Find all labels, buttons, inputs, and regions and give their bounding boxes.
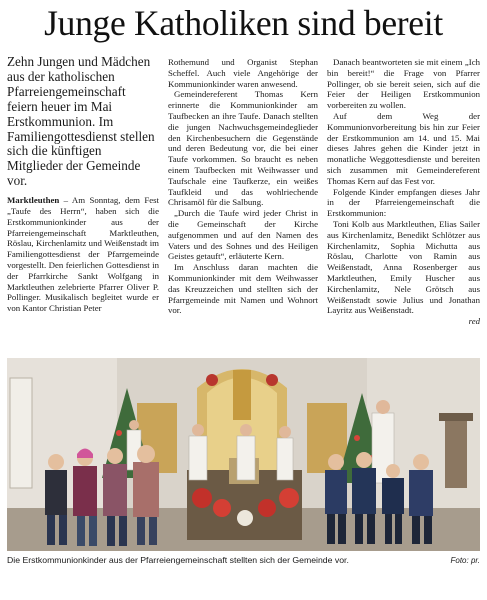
body-paragraph: Rothemund und Organist Stephan Scheffel. Auch viele Angehörige der Kommunionkinder waren anwesend. <box>168 57 318 89</box>
body-text: – Am Sonntag, dem Fest „Taufe des Herrn“, haben sich die Erstkommunionkinder aus der Pfarreiengemeinschaft Marktleuthen, Röslau, Kirchenlamitz und Weißenstadt im Familiengottesdienst der Pfarrgemeinde vorgestellt. Den feierlichen Gottesdienst in der Pfarrkirche Sankt Wolfgang in Marktleuthen zelebrierte Pfarrer Oliver P. Pollinger. Musikalisch begleitet wurde er von Kantor Christian Peter <box>7 195 159 314</box>
body-paragraph <box>7 195 159 314</box>
author-signature: red <box>468 316 480 327</box>
photo-illustration <box>7 358 480 551</box>
column-2 <box>168 57 318 316</box>
intro-teaser: Zehn Jungen und Mädchen aus der katholischen Pfarreiengemeinschaft feiern heuer im Mai Erstkommunion. Im Familiengottesdienst stellen sich die künftigen Mitglieder der Gemeinde vor. <box>7 54 155 189</box>
headline: Junge Katholiken sind bereit <box>44 3 443 43</box>
body-paragraph: Gemeindereferent Thomas Kern erinnerte die Kommunionkinder am Taufbecken an ihre Taufe. Danach stellten die jungen Nachwuchsgemeindeglieder den Kirchenbesuchern die Gegenstände und deren Bedeutung vor, die bei einer Taufe vorkommen. So braucht es neben einem Taufbecken mit Weihwasser und Taufschale eine Taufkerze, ein weißes Taufkleid und das wohlriechende Chrisamöl für die Salbung. <box>168 89 318 208</box>
body-paragraph: Folgende Kinder empfangen dieses Jahr in der Pfarreiengemeinschaft die Erstkommunion: <box>327 186 480 219</box>
church-group-photo <box>7 358 480 551</box>
column-1 <box>7 55 159 314</box>
body-paragraph: Danach beantworteten sie mit einem „Ich bin bereit!“ die Frage von Pfarrer Pollinger, ob sie bereit seien, sich auf die Feier der Heiligen Erstkommunion vorbereiten zu wollen. <box>327 57 480 111</box>
body-paragraph: „Durch die Taufe wird jeder Christ in die Gemeinschaft der Kirche aufgenommen und auf den Namen des Vaters und des Sohnes und des Heiligen Geistes getauft“, erläuterte Kern. <box>168 208 318 262</box>
photo-credit: Foto: pr. <box>450 556 480 565</box>
body-paragraph: Im Anschluss daran machten die Kommunionkinder mit dem Weihwasser das Kreuzzeichen und stellten sich der Pfarrgemeinde mit Namen und Wohnort vor. <box>168 262 318 316</box>
column-3 <box>327 57 480 327</box>
caption-text: Die Erstkommunionkinder aus der Pfarreiengemeinschaft stellten sich der Gemeinde vor. <box>7 555 349 565</box>
body-paragraph: Auf dem Weg der Kommunionvorbereitung bis hin zur Feier der Erstkommunion am 14. und 15. Mai dieses Jahres gehen die Kinder jetzt in monatliche Weggottesdienste und bereiten sich zusammen mit Gemeindereferent Thomas Kern auf das Fest vor. <box>327 110 480 186</box>
dateline: Marktleuthen <box>7 195 60 206</box>
body-paragraph: Toni Kolb aus Marktleuthen, Elias Sailer aus Kirchenlamitz, Benedikt Schlötzer aus Kirchenlamitz, Sophia Michutta aus Röslau, Charlotte von Ramin aus Weißenstadt, Anna Rosenberger aus Marktleuthen, Emily Huscher aus Kirchenlamitz, Nele Grötsch aus Weißenstadt sowie Julius und Jonathan Layritz aus Weißenstadt. <box>327 218 480 316</box>
photo-caption <box>7 555 480 566</box>
